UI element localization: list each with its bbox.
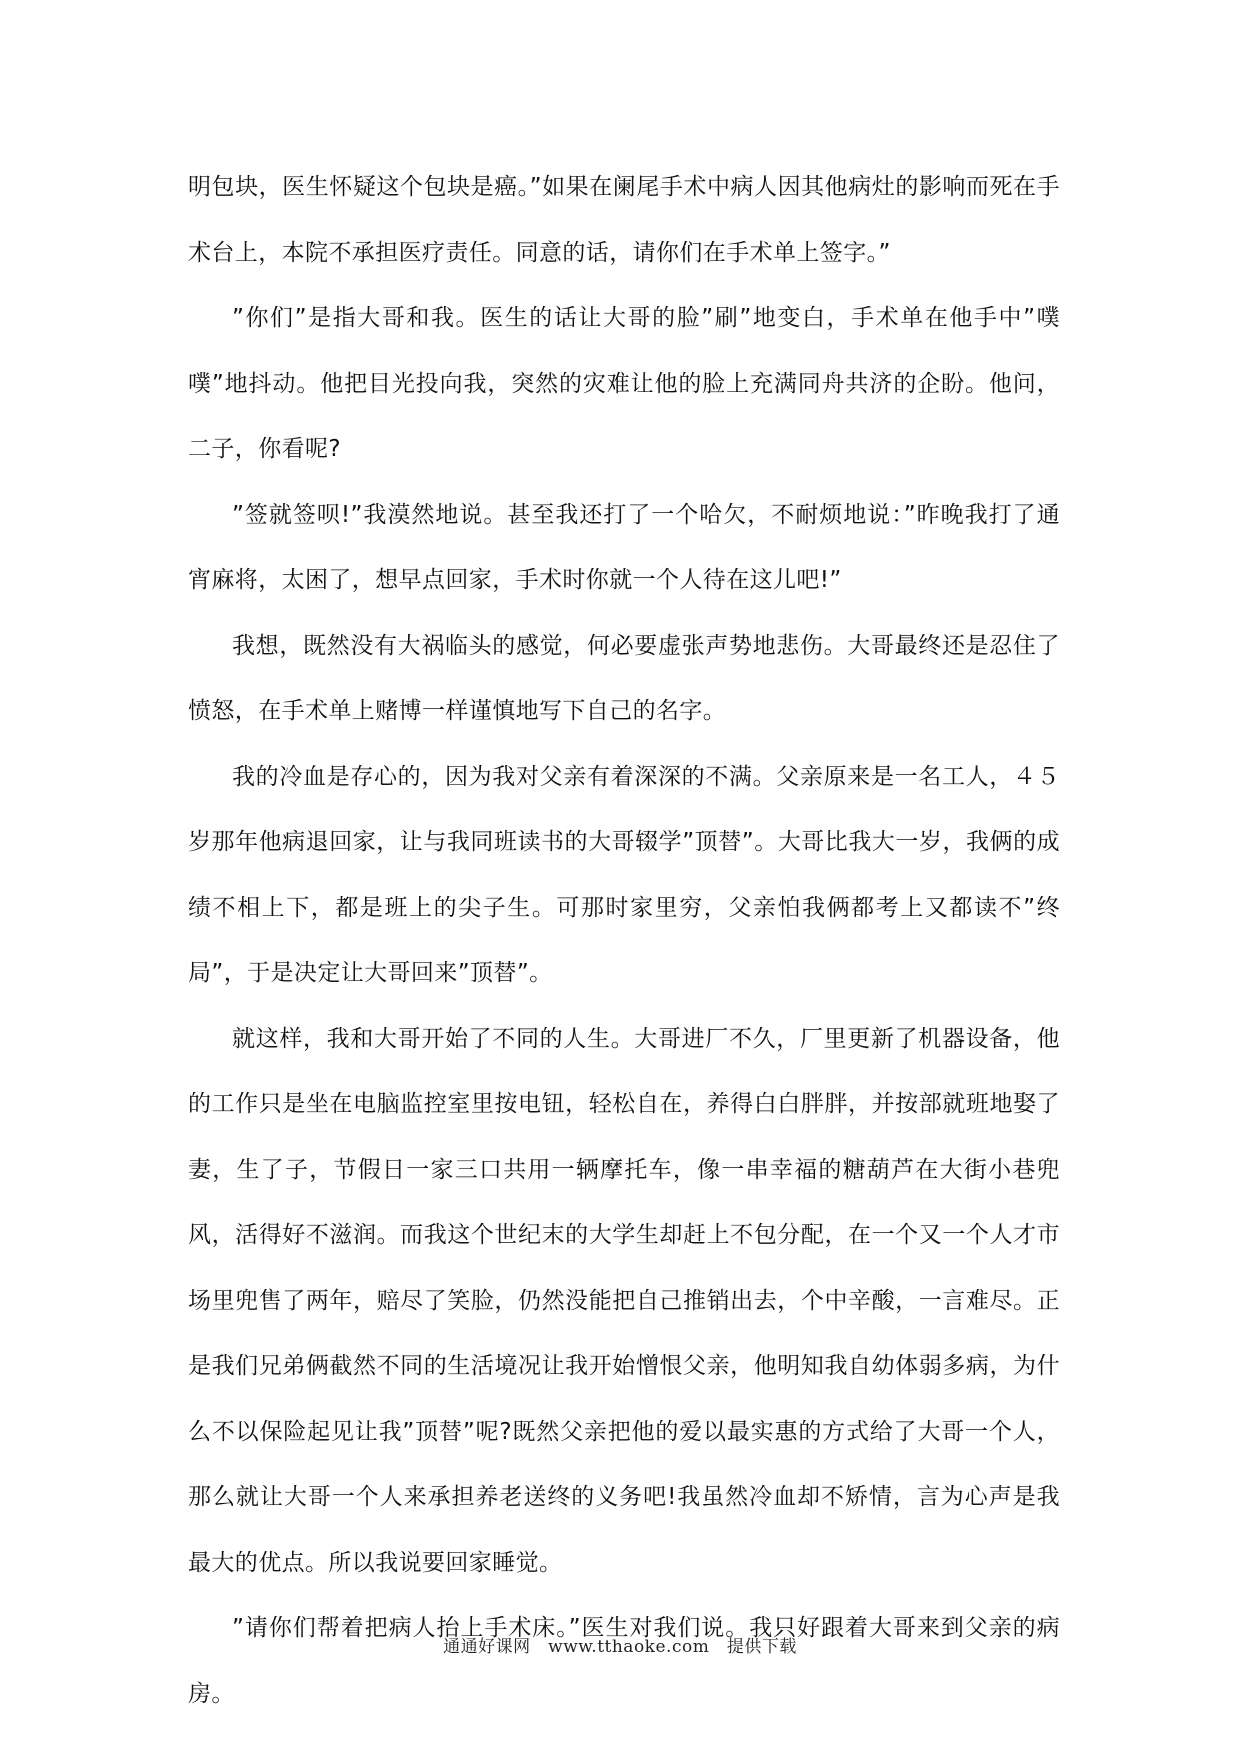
page-footer: 通通好课网 www.tthaoke.com 提供下载	[443, 1637, 797, 1657]
paragraph: 我想，既然没有大祸临头的感觉，何必要虚张声势地悲伤。大哥最终还是忍住了愤怒，在手术单上赌博一样谨慎地写下自己的名字。	[188, 632, 1060, 724]
paragraph: 明包块，医生怀疑这个包块是癌。”如果在阑尾手术中病人因其他病灶的影响而死在手术台上，本院不承担医疗责任。同意的话，请你们在手术单上签字。”	[188, 174, 1060, 266]
paragraph: ”你们”是指大哥和我。医生的话让大哥的脸”刷”地变白，手术单在他手中”噗噗”地抖动。他把目光投向我，突然的灾难让他的脸上充满同舟共济的企盼。他问，二子，你看呢?	[188, 305, 1060, 462]
paragraph: 就这样，我和大哥开始了不同的人生。大哥进厂不久，厂里更新了机器设备，他的工作只是坐在电脑监控室里按电钮，轻松自在，养得白白胖胖，并按部就班地娶了妻，生了子，节假日一家三口共用一辆摩托车，像一串幸福的糖葫芦在大街小巷兜风，活得好不滋润。而我这个世纪末的大学生却赶上不包分配，在一个又一个人才市场里兜售了两年，赔尽了笑脸，仍然没能把自己推销出去，个中辛酸，一言难尽。正是我们兄弟俩截然不同的生活境况让我开始憎恨父亲，他明知我自幼体弱多病，为什么不以保险起见让我”顶替”呢?既然父亲把他的爱以最实惠的方式给了大哥一个人，那么就让大哥一个人来承担养老送终的义务吧!我虽然冷血却不矫情，言为心声是我最大的优点。所以我说要回家睡觉。	[188, 1025, 1060, 1576]
body-text	[188, 155, 1060, 1727]
paragraph: 我的冷血是存心的，因为我对父亲有着深深的不满。父亲原来是一名工人，４５岁那年他病退回家，让与我同班读书的大哥辍学”顶替”。大哥比我大一岁，我俩的成绩不相上下，都是班上的尖子生。可那时家里穷，父亲怕我俩都考上又都读不”终局”，于是决定让大哥回来”顶替”。	[188, 763, 1060, 986]
paragraph: ”签就签呗!”我漠然地说。甚至我还打了一个哈欠，不耐烦地说：”昨晚我打了通宵麻将，太困了，想早点回家，手术时你就一个人待在这儿吧!”	[188, 501, 1060, 593]
paragraph: ”请你们帮着把病人抬上手术床。”医生对我们说。我只好跟着大哥来到父亲的病房。	[188, 1615, 1060, 1707]
